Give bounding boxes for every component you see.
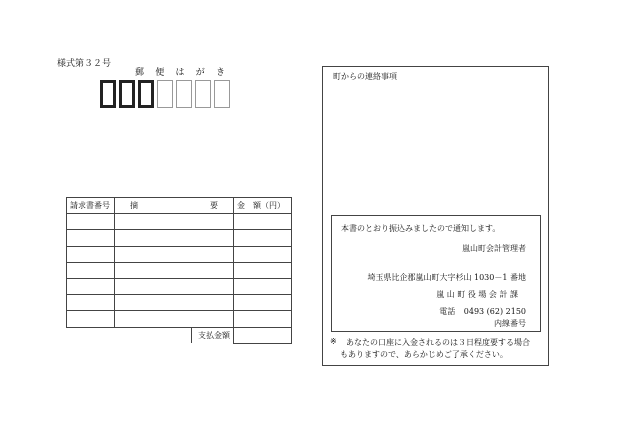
- description-cell[interactable]: [115, 311, 234, 327]
- table-row: [67, 246, 292, 262]
- table-row: [67, 230, 292, 246]
- description-cell[interactable]: [115, 230, 234, 246]
- invoice-number-cell[interactable]: [67, 230, 115, 246]
- total-spacer: [67, 327, 115, 343]
- payment-table: [66, 197, 292, 344]
- total-row: [67, 327, 292, 343]
- transfer-note-line1: あなたの口座に入金されるのは３日程度要する場合: [346, 338, 530, 347]
- phone-number: 0493 (62) 2150: [463, 307, 526, 316]
- description-cell[interactable]: [115, 295, 234, 311]
- postal-code-box[interactable]: [100, 80, 116, 108]
- transfer-notice-box: [331, 215, 541, 332]
- notice-text: 本書のとおり振込みましたので通知します。: [341, 224, 501, 233]
- postal-code-box[interactable]: [214, 80, 230, 108]
- postal-code-boxes: [100, 80, 230, 108]
- invoice-number-cell[interactable]: [67, 246, 115, 262]
- title-char: き: [215, 68, 225, 78]
- amount-cell[interactable]: [234, 311, 292, 327]
- table-row: [67, 214, 292, 230]
- total-amount-cell[interactable]: [234, 327, 292, 343]
- table-row: [67, 295, 292, 311]
- manager-name: 嵐山町会計管理者: [462, 244, 526, 253]
- title-char: 郵: [135, 68, 145, 78]
- amount-cell[interactable]: [234, 214, 292, 230]
- table-row: [67, 278, 292, 294]
- col-amount: 金 額（円）: [234, 198, 292, 214]
- office-name: 嵐 山 町 役 場 会 計 課: [436, 290, 518, 299]
- title-char: が: [195, 68, 205, 78]
- invoice-number-cell[interactable]: [67, 262, 115, 278]
- amount-cell[interactable]: [234, 278, 292, 294]
- table-row: [67, 262, 292, 278]
- phone-label: 電話: [439, 307, 456, 316]
- title-char: 便: [155, 68, 165, 78]
- extension-label: 内線番号: [494, 319, 526, 328]
- col-description-part1: 摘: [130, 201, 138, 211]
- transfer-note-line2: もありますので、あらかじめご了承ください。: [340, 350, 508, 359]
- postal-code-box[interactable]: [119, 80, 135, 108]
- postal-code-box[interactable]: [195, 80, 211, 108]
- form-number: 様式第３２号: [57, 59, 112, 69]
- title-char: は: [175, 68, 185, 78]
- postal-code-box[interactable]: [138, 80, 154, 108]
- description-cell[interactable]: [115, 246, 234, 262]
- col-description: [115, 198, 234, 214]
- invoice-number-cell[interactable]: [67, 295, 115, 311]
- amount-cell[interactable]: [234, 230, 292, 246]
- description-cell[interactable]: [115, 278, 234, 294]
- postal-code-box[interactable]: [157, 80, 173, 108]
- transfer-note-mark: ※: [330, 337, 337, 346]
- total-label: 支払金額: [115, 327, 234, 343]
- invoice-number-cell[interactable]: [67, 311, 115, 327]
- invoice-number-cell[interactable]: [67, 278, 115, 294]
- panel-header: 町からの連絡事項: [333, 72, 397, 81]
- office-address: 埼玉県比企郡嵐山町大字杉山 1030－1 番地: [367, 273, 526, 282]
- postal-code-box[interactable]: [176, 80, 192, 108]
- amount-cell[interactable]: [234, 262, 292, 278]
- col-description-part2: 要: [210, 201, 218, 211]
- description-cell[interactable]: [115, 262, 234, 278]
- col-invoice-number: 請求書番号: [67, 198, 115, 214]
- amount-cell[interactable]: [234, 246, 292, 262]
- invoice-number-cell[interactable]: [67, 214, 115, 230]
- description-cell[interactable]: [115, 214, 234, 230]
- postcard-title: [135, 65, 225, 78]
- amount-cell[interactable]: [234, 295, 292, 311]
- phone-line: [439, 306, 526, 317]
- table-row: [67, 311, 292, 327]
- table-header-row: [67, 198, 292, 214]
